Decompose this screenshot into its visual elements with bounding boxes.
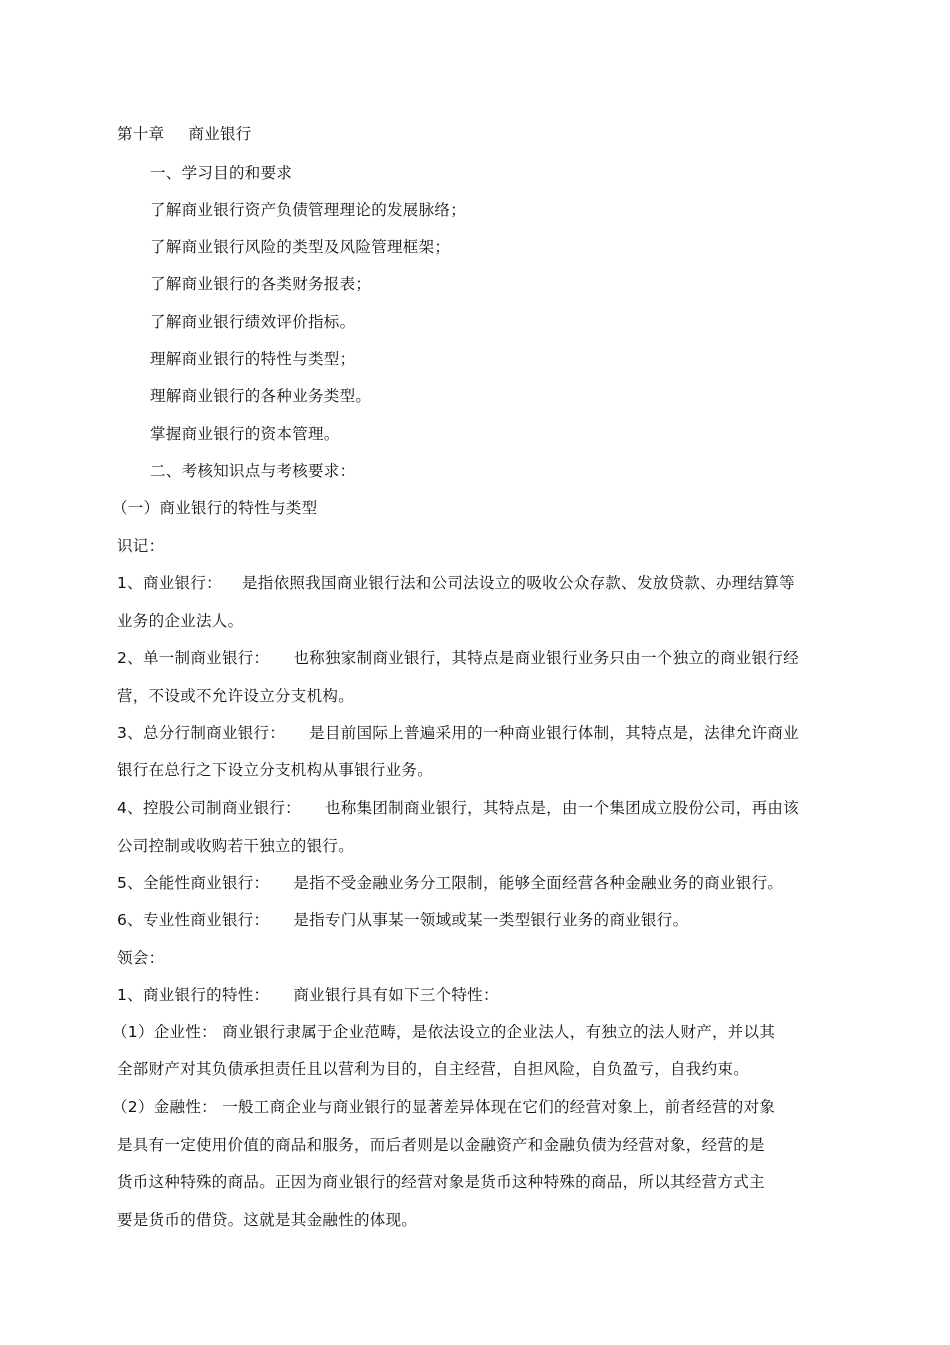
goal-item: 掌握商业银行的资本管理。 (150, 425, 340, 443)
paragraph-line: 货币这种特殊的商品。正因为商业银行的经营对象是货币这种特殊的商品，所以其经营方式主 (117, 1173, 765, 1191)
recall-item-line (117, 910, 688, 930)
recall-definition: 是目前国际上普遍采用的一种商业银行体制，其特点是，法律允许商业 (309, 724, 799, 742)
goal-item: 了解商业银行风险的类型及风险管理框架； (150, 238, 451, 256)
section-heading-2: 二、考核知识点与考核要求： (150, 462, 356, 480)
understand-term: 1、商业银行的特性： (117, 986, 270, 1004)
goal-item: 理解商业银行的各种业务类型。 (150, 387, 372, 405)
section-heading-1: 一、学习目的和要求 (150, 164, 293, 182)
subsection-heading: （一）商业银行的特性与类型 (112, 499, 318, 517)
recall-item-continuation: 公司控制或收购若干独立的银行。 (117, 837, 355, 855)
recall-item-continuation: 营，不设或不允许设立分支机构。 (117, 687, 355, 705)
recall-term: 6、专业性商业银行： (117, 911, 270, 929)
recall-definition: 是指依照我国商业银行法和公司法设立的吸收公众存款、发放贷款、办理结算等 (241, 574, 795, 592)
recall-definition: 是指专门从事某一领域或某一类型银行业务的商业银行。 (293, 911, 689, 929)
recall-definition: 是指不受金融业务分工限制，能够全面经营各种金融业务的商业银行。 (293, 874, 784, 892)
recall-term: 1、商业银行： (117, 574, 222, 592)
recall-item-line (117, 873, 783, 893)
chapter-number: 第十章 (117, 125, 165, 143)
recall-item-line (117, 648, 799, 668)
recall-term: 2、单一制商业银行： (117, 649, 270, 667)
paragraph-line: （1）企业性： 商业银行隶属于企业范畴，是依法设立的企业法人，有独立的法人财产，并以其 (112, 1023, 776, 1041)
recall-item-line (117, 723, 799, 743)
recall-term: 3、总分行制商业银行： (117, 724, 286, 742)
recall-term: 5、全能性商业银行： (117, 874, 270, 892)
goal-item: 了解商业银行的各类财务报表； (150, 275, 372, 293)
recall-term: 4、控股公司制商业银行： (117, 799, 301, 817)
chapter-title: 商业银行 (188, 125, 252, 143)
recall-item-line (117, 798, 799, 818)
recall-item-continuation: 业务的企业法人。 (117, 612, 244, 630)
recall-definition: 也称独家制商业银行，其特点是商业银行业务只由一个独立的商业银行经 (293, 649, 799, 667)
paragraph-line: 全部财产对其负债承担责任且以营利为目的，自主经营，自担风险，自负盈亏，自我约束。 (117, 1060, 750, 1078)
understand-item-line (117, 985, 499, 1005)
paragraph-line: （2）金融性： 一般工商企业与商业银行的显著差异体现在它们的经营对象上，前者经营的对象 (112, 1098, 776, 1116)
chapter-heading (117, 124, 252, 144)
goal-item: 理解商业银行的特性与类型； (150, 350, 356, 368)
recall-item-line (117, 573, 795, 593)
goal-item: 了解商业银行资产负债管理理论的发展脉络； (150, 201, 467, 219)
goal-item: 了解商业银行绩效评价指标。 (150, 313, 356, 331)
recall-definition: 也称集团制商业银行，其特点是，由一个集团成立股份公司，再由该 (324, 799, 799, 817)
paragraph-line: 要是货币的借贷。这就是其金融性的体现。 (117, 1211, 418, 1229)
paragraph-line: 是具有一定使用价值的商品和服务，而后者则是以金融资产和金融负债为经营对象，经营的是 (117, 1136, 765, 1154)
recall-label: 识记： (117, 537, 165, 555)
understand-label: 领会： (117, 949, 165, 967)
understand-text: 商业银行具有如下三个特性： (293, 986, 499, 1004)
recall-item-continuation: 银行在总行之下设立分支机构从事银行业务。 (117, 761, 434, 779)
